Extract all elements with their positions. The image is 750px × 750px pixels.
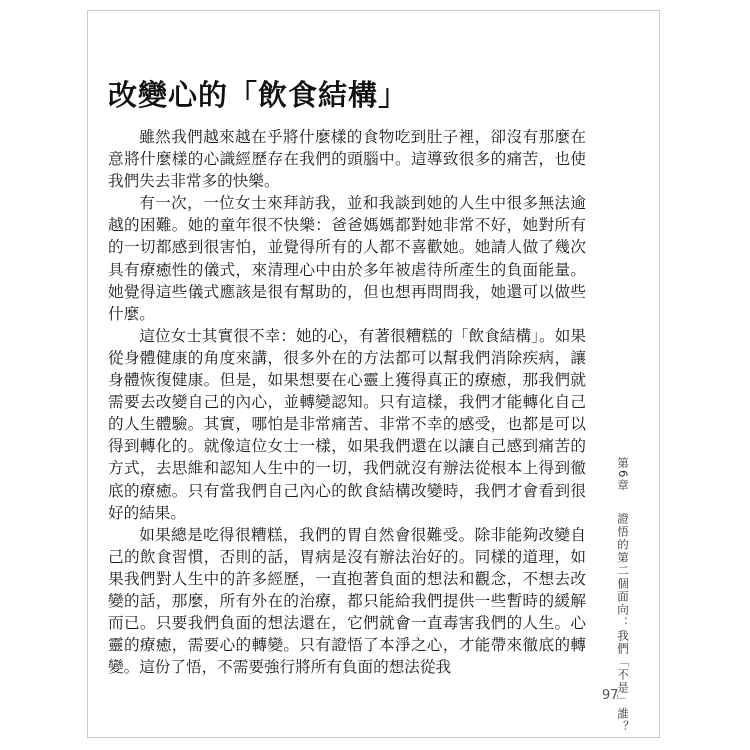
chapter-label: 第6章 <box>616 457 630 492</box>
paragraph-2: 有一次，一位女士來拜訪我，並和我談到她的人生中很多無法逾越的困難。她的童年很不快樂：爸爸媽媽都對她非常不好，她對所有的一切都感到很害怕，並覺得所有的人都不喜歡她。她請人做了幾次具有療癒性的儀式，來清理心中由於多年被虐待所產生的負面能量。她覺得這些儀式應該是很有幫助的，但也想再問問我，她還可以做些什麼。 <box>108 194 586 323</box>
paragraph-4: 如果總是吃得很糟糕，我們的胃自然會很難受。除非能夠改變自己的飲食習慣，否則的話，胃病是沒有辦法治好的。同樣的道理，如果我們對人生中的許多經歷，一直抱著負面的想法和觀念，不想去改變的話，那麼，所有外在的治療，都只能給我們提供一些暫時的緩解而已。只要我們負面的想法還在，它們就會一直毒害我們的人生。心靈的療癒，需要心的轉變。只有證悟了本淨之心，才能帶來徹底的轉變。這份了悟，不需要強行將所有負面的想法從我 <box>108 525 586 677</box>
page-number: 97 <box>602 688 619 703</box>
body-text <box>108 126 586 678</box>
section-title: 改變心的「飲食結構」 <box>108 78 409 112</box>
paragraph-3: 這位女士其實很不幸：她的心，有著很糟糕的「飲食結構」。如果從身體健康的角度來講，很多外在的方法都可以幫我們消除疾病，讓身體恢復健康。但是，如果想要在心靈上獲得真正的療癒，那我們就需要去改變自己的內心，並轉變認知。只有這樣，我們才能轉化自己的人生體驗。其實，哪怕是非常痛苦、非常不幸的感受，也都是可以得到轉化的。就像這位女士一樣，如果我們還在以讓自己感到痛苦的方式，去思維和認知人生中的一切，我們就沒有辦法從根本上得到徹底的療癒。只有當我們自己內心的飲食結構改變時，我們才會看到很好的結果。 <box>108 326 586 522</box>
chapter-subtitle: 證悟的第二個面向：我們「不是」誰？ <box>616 512 630 734</box>
paragraph-1: 雖然我們越來越在乎將什麼樣的食物吃到肚子裡，卻沒有那麼在意將什麼樣的心識經歷存在我們的頭腦中。這導致很多的痛苦，也使我們失去非常多的快樂。 <box>108 128 586 191</box>
